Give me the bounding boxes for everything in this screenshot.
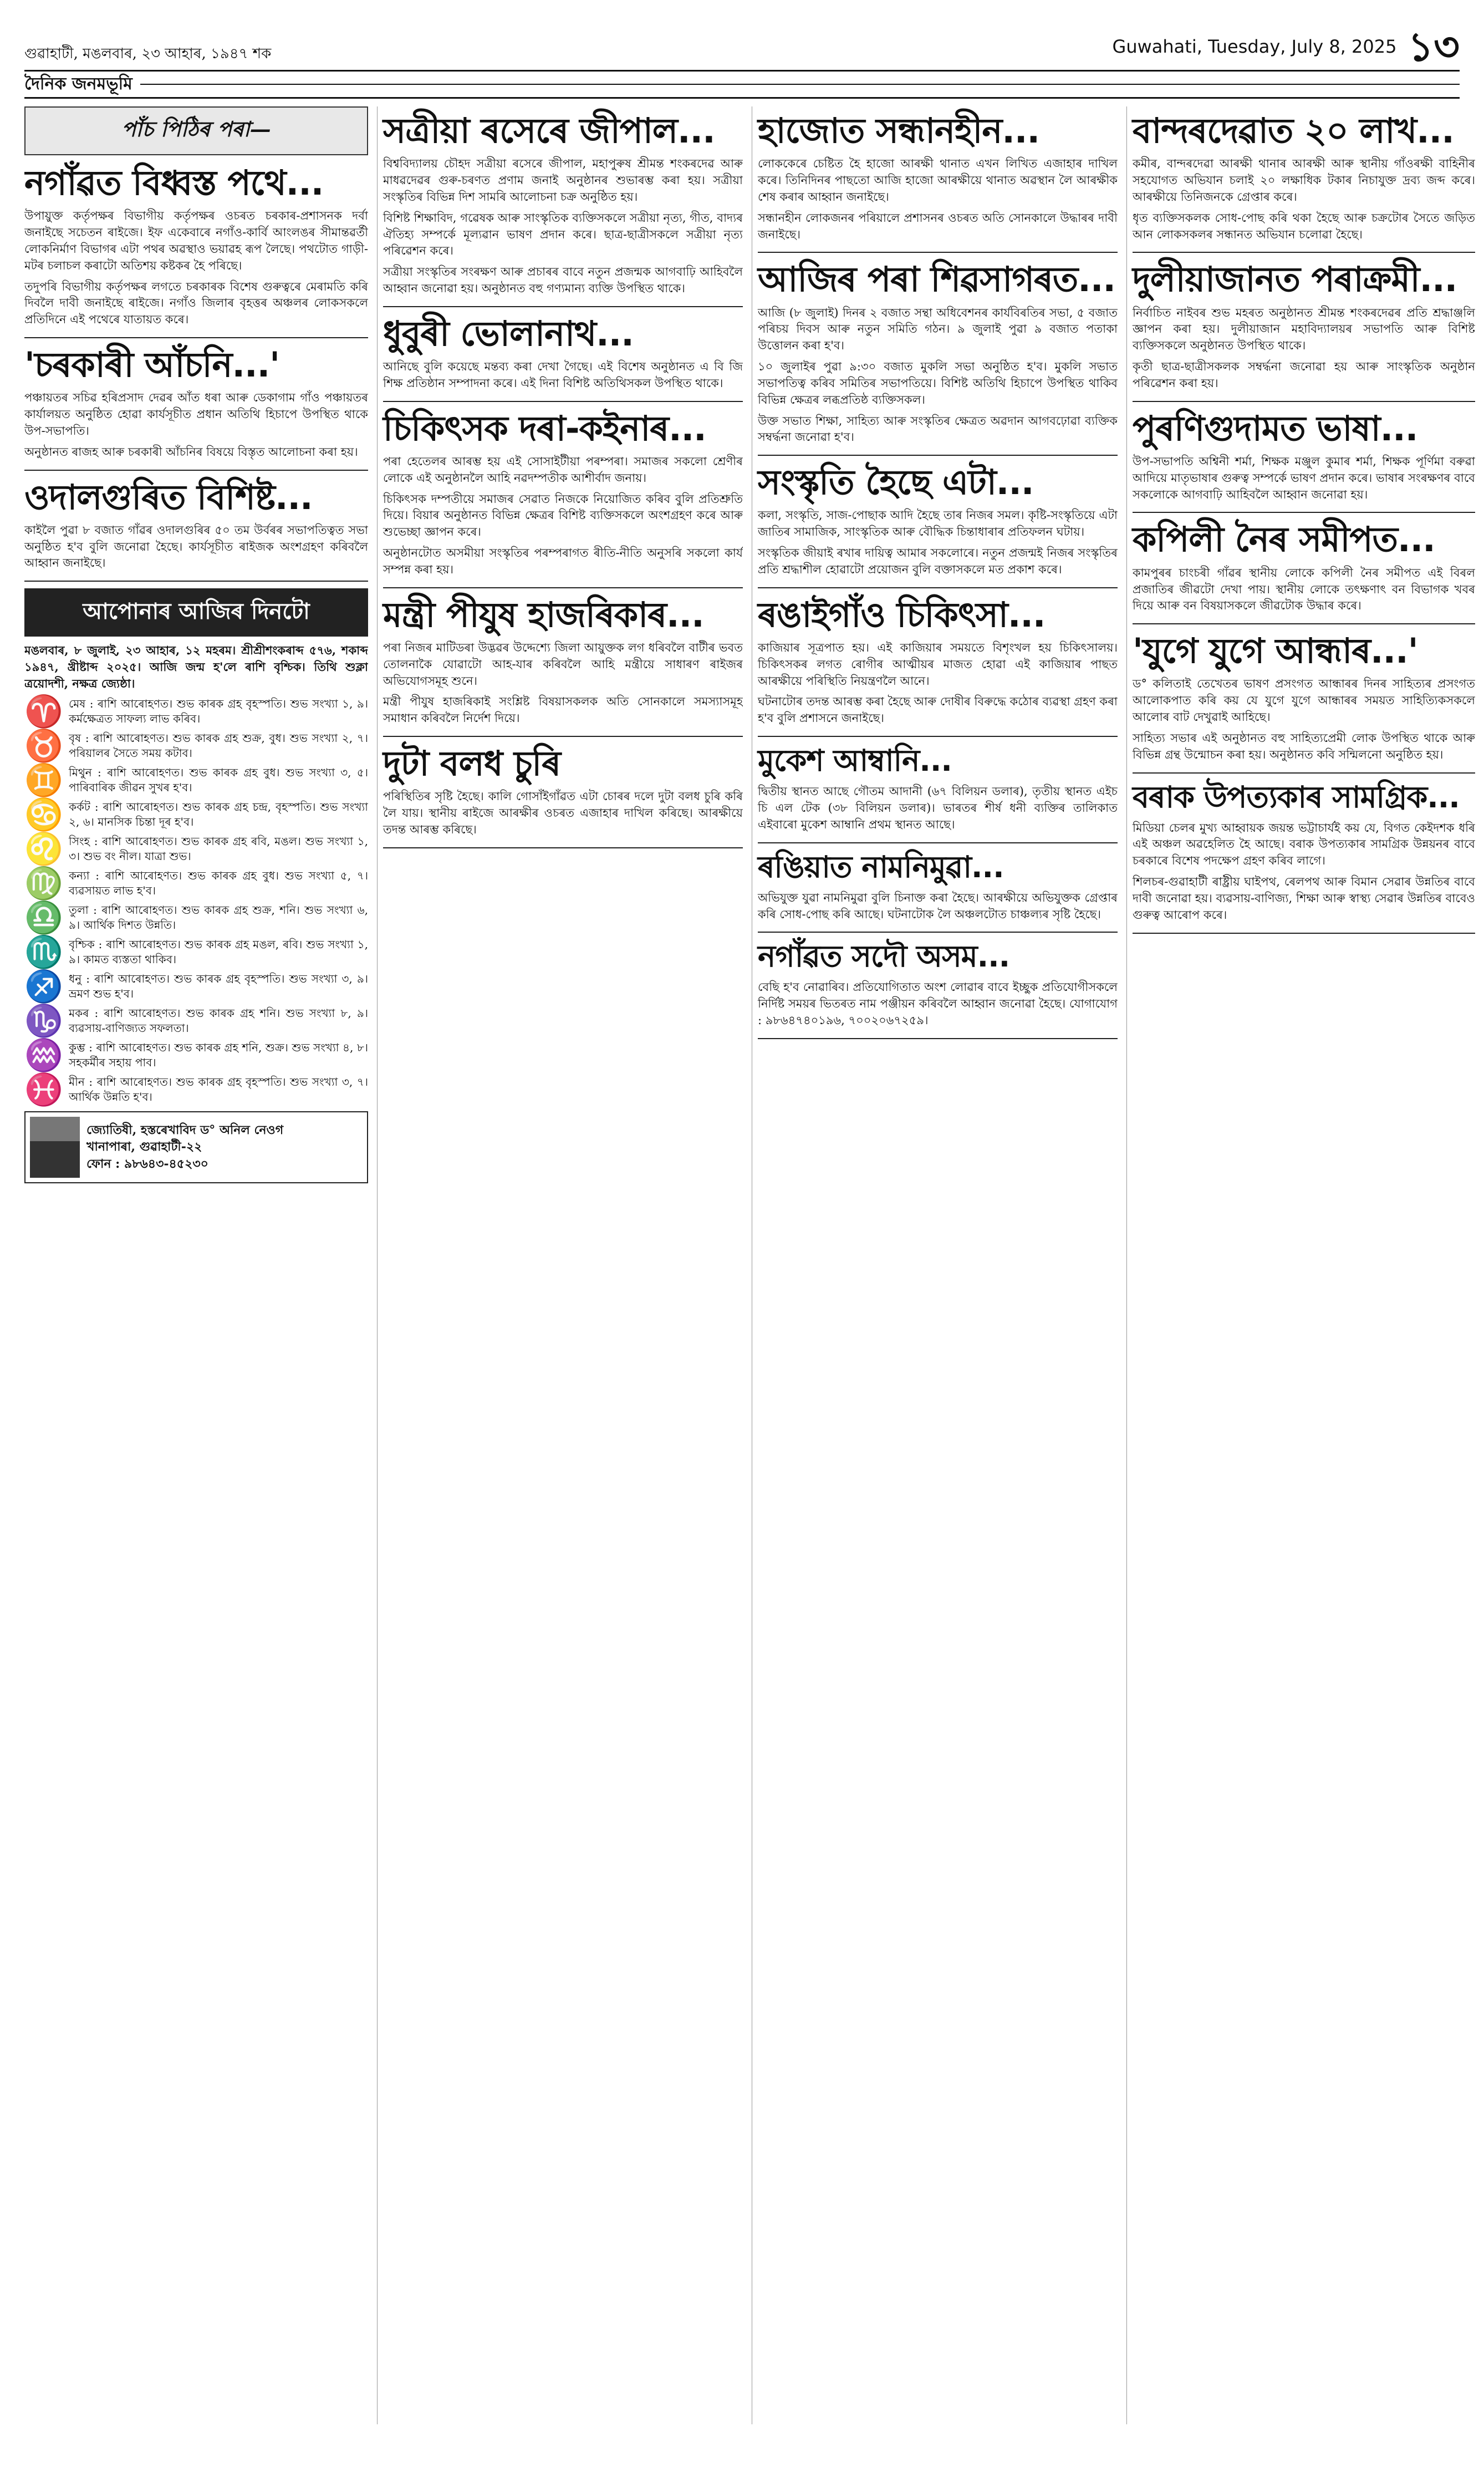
zodiac-leo — [24, 831, 368, 867]
gemini-icon: ♊ — [24, 762, 63, 798]
sagittarius-icon: ♐ — [24, 968, 63, 1005]
zodiac-gemini — [24, 762, 368, 798]
zodiac-capricorn — [24, 1003, 368, 1039]
paragraph: নিৰ্বাচিত নাইবৰ শুভ মহৰত অনুষ্ঠানত শ্ৰীমন্ত শংকৰদেৱৰ প্ৰতি শ্ৰদ্ধাঞ্জলি জ্ঞাপন কৰা হয়। দুলীয়াজান মহাবিদ্যালয়ৰ সভাপতি আৰু বিশিষ্ট ব্যক্তিসকলে অনুষ্ঠানত উপস্থিত থাকে। — [1133, 306, 1475, 353]
paragraph: দ্বিতীয় স্থানত আছে গৌতম আদানী (৬৭ বিলিয়ন ডলাৰ), তৃতীয় স্থানত এইচ চি এল টেক (৩৮ বিলিয়ন ডলাৰ)। ভাৰতৰ শীৰ্ষ ধনী ব্যক্তিৰ তালিকাত এইবাৰো মুকেশ আম্বানি প্ৰথম স্থানত আছে। — [758, 785, 1118, 831]
continuation-banner: পাঁচ পিঠিৰ পৰা— — [24, 106, 368, 155]
story-bullock-theft — [383, 744, 743, 848]
paragraph: সংস্কৃতিক জীয়াই ৰখাৰ দায়িত্ব আমাৰ সকলোৰে। নতুন প্ৰজন্মই নিজৰ সংস্কৃতিৰ প্ৰতি শ্ৰদ্ধাশীল হোৱাটো প্ৰয়োজন বুলি বক্তাসকলে মত প্ৰকাশ কৰে। — [758, 546, 1118, 576]
paragraph: মন্ত্ৰী পীযুষ হাজৰিকাই সংশ্লিষ্ট বিষয়াসকলক অতি সোনকালে সমস্যাসমূহ সমাধান কৰিবলৈ নিৰ্দেশ দিয়ে। — [383, 695, 743, 725]
zodiac-aquarius — [24, 1037, 368, 1074]
paragraph: আজি (৮ জুলাই) দিনৰ ২ বজাত সন্থা অধিবেশনৰ কাৰ্যবিৰতিৰ সভা, ৫ বজাত পৰিচয় দিবস আৰু নতুন সমিতি গঠন। ৯ জুলাই পুৱা ৯ বজাত পতাকা উত্তোলন কৰা হ'ব। — [758, 306, 1118, 353]
zodiac-sagittarius — [24, 968, 368, 1005]
paragraph: আনিছে বুলি কয়েছে মন্তব্য কৰা দেখা গৈছে। এই বিশেষ অনুষ্ঠানত এ বি জি শিক্ষ প্ৰতিষ্ঠান সম্পাদনা কৰে। এই দিনা বিশিষ্ট অতিথিসকল উপস্থিত থাকে। — [383, 360, 743, 390]
paragraph: লোককেৰে চেষ্টিত হৈ হাজো আৰক্ষী থানাত এখন লিখিত এজাহাৰ দাখিল কৰে। তিনিদিনৰ পাছতো আজি হাজো আৰক্ষীয়ে থানাত অৱস্থান লৈ আৰক্ষীক শেষ কৰাৰ আহ্বান জনাইছে। — [758, 157, 1118, 204]
zodiac-text: ধনু : ৰাশি আৰোহণত। শুভ কাৰক গ্ৰহ বৃহস্পতি। শুভ সংখ্যা ৩, ৯। ভ্ৰমণ শুভ হ'ব। — [69, 971, 368, 1001]
paragraph: সাহিত্য সভাৰ এই অনুষ্ঠানত বহু সাহিত্যপ্ৰেমী লোক উপস্থিত থাকে আৰু বিভিন্ন গ্ৰন্থ উন্মোচন কৰা হয়। অনুষ্ঠানত কবি সন্মিলনো অনুষ্ঠিত হয়। — [1133, 731, 1475, 761]
paper-name: দৈনিক জনমভূমি — [24, 74, 132, 94]
zodiac-cancer — [24, 796, 368, 833]
story-hajo-missing — [758, 111, 1118, 253]
zodiac-virgo — [24, 865, 368, 902]
column-4 — [1126, 106, 1475, 2424]
zodiac-text: বৃশ্চিক : ৰাশি আৰোহণত। শুভ কাৰক গ্ৰহ মঙল, ৰবি। শুভ সংখ্যা ১, ৯। কামত ব্যস্ততা থাকিব। — [69, 937, 368, 967]
column-2 — [377, 106, 743, 2424]
zodiac-text: মকৰ : ৰাশি আৰোহণত। শুভ কাৰক গ্ৰহ শনি। শুভ সংখ্যা ৮, ৯। ব্যৱসায়-বাণিজ্যত সফলতা। — [69, 1006, 368, 1035]
paragraph: তদুপৰি বিভাগীয় কৰ্তৃপক্ষৰ লগতে চৰকাৰক বিশেষ গুৰুত্বৰে মেৰামতি কৰি দিবলৈ দাবী জনাইছে ৰাইজে। নগাঁও জিলাৰ বৃহত্তৰ অঞ্চলৰ লোকসকলে প্ৰতিদিনে এই পথেৰে যাতায়ত কৰে। — [24, 279, 368, 327]
story-barak-valley — [1133, 780, 1475, 934]
paragraph: ড° কলিতাই তেখেতৰ ভাষণ প্ৰসংগত আন্ধাৰৰ দিনৰ সাহিত্যৰ প্ৰসংগত আলোকপাত কৰি কয় যে যুগে যুগে আন্ধাৰৰ সময়ত সাহিত্যিকসকলে আলোৰ বাট দেখুৱাই আহিছে। — [1133, 677, 1475, 724]
folio-date-english: Guwahati, Tuesday, July 8, 2025 — [1112, 36, 1397, 57]
paragraph: কৃতী ছাত্ৰ-ছাত্ৰীসকলক সম্বৰ্দ্ধনা জনোৱা হয় আৰু সাংস্কৃতিক অনুষ্ঠান পৰিৱেশন কৰা হয়। — [1133, 360, 1475, 390]
headline: বান্দৰদেৱাত ২০ লাখ... — [1133, 110, 1454, 151]
story-duliajan — [1133, 260, 1475, 401]
zodiac-text: কৰ্কট : ৰাশি আৰোহণত। শুভ কাৰক গ্ৰহ চন্দ্ৰ, বৃহস্পতি। শুভ সংখ্যা ২, ৬। মানসিক চিন্তা দূৰ হ'ব। — [69, 800, 368, 829]
astrologer-credit: জ্যোতিষী, হস্তৰেখাবিদ ড° অনিল নেওগ খানাপাৰা, গুৱাহাটী-২২ ফোন : ৯৮৬৪৩-৪৫২৩০ — [86, 1122, 284, 1172]
story-kopili — [1133, 520, 1475, 624]
headline: কপিলী নৈৰ সমীপত... — [1133, 519, 1435, 560]
paragraph: মিডিয়া চেলৰ মুখ্য আহ্বায়ক জয়ন্ত ভট্টাচাৰ্যই কয় যে, বিগত কেইদশক ধৰি এই অঞ্চল অৱহেলিত হৈ আছে। বৰাক উপত্যকাৰ সামগ্ৰিক উন্নয়নৰ বাবে চৰকাৰে বিশেষ পদক্ষেপ গ্ৰহণ কৰিব লাগে। — [1133, 821, 1475, 868]
story-bandardewa — [1133, 111, 1475, 253]
headline: ধুবুৰী ভোলানাথ... — [383, 313, 634, 354]
paragraph: অনুষ্ঠানটোত অসমীয়া সংস্কৃতিৰ পৰম্পৰাগত ৰীতি-নীতি অনুসৰি সকলো কাৰ্য সম্পন্ন কৰা হয়। — [383, 546, 743, 576]
headline: চিকিৎসক দৰা-কইনাৰ... — [383, 408, 706, 449]
paragraph: ঘটনাটোৰ তদন্ত আৰম্ভ কৰা হৈছে আৰু দোষীৰ বিৰুদ্ধে কঠোৰ ব্যৱস্থা গ্ৰহণ কৰা হ'ব বুলি প্ৰশাসনে জনাইছে। — [758, 695, 1118, 725]
story-sattriya — [383, 111, 743, 307]
zodiac-taurus — [24, 728, 368, 764]
zodiac-text: সিংহ : ৰাশি আৰোহণত। শুভ কাৰক গ্ৰহ ৰবি, মঙল। শুভ সংখ্যা ১, ৩। শুভ বং নীল। যাত্ৰা শুভ। — [69, 834, 368, 863]
capricorn-icon: ♑ — [24, 1003, 63, 1039]
story-mukesh-ambani — [758, 744, 1118, 843]
aquarius-icon: ♒ — [24, 1037, 63, 1074]
paragraph: বেছি হ'ব নোৱাৰিব। প্ৰতিযোগিতাত অংশ লোৱাৰ বাবে ইচ্ছুক প্ৰতিযোগীসকলে নিৰ্দিষ্ট সময়ৰ ভিতৰত নাম পঞ্জীয়ন কৰিবলৈ আহ্বান জনোৱা হৈছে। যোগাযোগ : ৯৮৬৪৭৪০১৯৬, ৭০০২০৬৭২৫৯। — [758, 980, 1118, 1028]
paragraph: ধৃত ব্যক্তিসকলক সোধ-পোছ কৰি থকা হৈছে আৰু চক্ৰটোৰ সৈতে জড়িত আন লোকসকলৰ সন্ধানত অভিযান চলোৱা হৈছে। — [1133, 211, 1475, 241]
rule-line — [140, 84, 1460, 85]
story-rangia — [758, 850, 1118, 933]
horoscope-intro: মঙলবাৰ, ৮ জুলাই, ২৩ আহাৰ, ১২ মহৰম। শ্ৰীশ্ৰীশংকৰাব্দ ৫৭৬, শকাব্দ ১৯৪৭, খ্ৰীষ্টাব্দ ২০২৫। আজি জন্ম হ'লে ৰাশি বৃশ্চিক। তিথি শুক্লা ত্ৰয়োদশী, নক্ষত্ৰ জ্যেষ্ঠা। — [24, 643, 368, 690]
zodiac-text: বৃষ : ৰাশি আৰোহণত। শুভ কাৰক গ্ৰহ শুক্ৰ, বুধ। শুভ সংখ্যা ২, ৭। পৰিয়ালৰ সৈতে সময় কটাব। — [69, 731, 368, 760]
headline: পুৰণিগুদামত ভাষা... — [1133, 408, 1418, 449]
astrologer-photo — [30, 1117, 80, 1178]
zodiac-text: মেষ : ৰাশি আৰোহণত। শুভ কাৰক গ্ৰহ বৃহস্পতি। শুভ সংখ্যা ১, ৯। কৰ্মক্ষেত্ৰত সাফল্য লাভ কৰিব। — [69, 696, 368, 726]
headline: ওদালগুৰিত বিশিষ্ট... — [24, 476, 313, 517]
headline: হাজোত সন্ধানহীন... — [758, 110, 1040, 151]
zodiac-scorpio — [24, 934, 368, 970]
paragraph: বিশ্ববিদ্যালয় চৌহদ সত্ৰীয়া ৰসেৰে জীপাল, মহাপুৰুষ শ্ৰীমন্ত শংকৰদেৱ আৰু মাধৱদেৱৰ গুৰু-চৰণত প্ৰণাম জনাই অনুষ্ঠানৰ শুভাৰম্ভ কৰা হয়। সত্ৰীয়া সংস্কৃতিৰ বিভিন্ন দিশ সামৰি আলোচনা চক্ৰ অনুষ্ঠিত হয়। — [383, 157, 743, 204]
story-yuge-yuge — [1133, 631, 1475, 773]
headline: ৰঙিয়াত নামনিমুৱা... — [758, 849, 1004, 884]
cancer-icon: ♋ — [24, 796, 63, 833]
paragraph: কমীৰ, বান্দৰদেৱা আৰক্ষী থানাৰ আৰক্ষী আৰু স্থানীয় গাঁওৰক্ষী বাহিনীৰ সহযোগত অভিযান চলাই ২০ লক্ষাধিক টকাৰ নিচাযুক্ত দ্ৰব্য জব্দ কৰে। আৰক্ষীয়ে তিনিজনকে গ্ৰেপ্তাৰ কৰে। — [1133, 157, 1475, 204]
zodiac-aries — [24, 693, 368, 730]
zodiac-text: মীন : ৰাশি আৰোহণত। শুভ কাৰক গ্ৰহ বৃহস্পতি। শুভ সংখ্যা ৩, ৭। আৰ্থিক উন্নতি হ'ব। — [69, 1075, 368, 1104]
columns — [24, 106, 1475, 2424]
headline: আজিৰ পৰা শিৱসাগৰত... — [758, 259, 1115, 300]
headline: সত্ৰীয়া ৰসেৰে জীপাল... — [383, 110, 715, 151]
headline: দুলীয়াজানত পৰাক্ৰমী... — [1133, 259, 1457, 300]
folio-date-assamese: গুৱাহাটী, মঙলবাৰ, ২৩ আহাৰ, ১৯৪৭ শক — [24, 45, 272, 62]
headline: বৰাক উপত্যকাৰ সামগ্ৰিক... — [1133, 779, 1460, 815]
story-dhubri — [383, 314, 743, 402]
headline: মন্ত্ৰী পীযুষ হাজৰিকাৰ... — [383, 594, 704, 635]
aries-icon: ♈ — [24, 693, 63, 730]
paragraph: শিলচৰ-গুৱাহাটী ৰাষ্ট্ৰীয় ঘাইপথ, ৰেলপথ আৰু বিমান সেৱাৰ উন্নতিৰ বাবে দাবী জনোৱা হয়। ব্যৱসায়-বাণিজ্য, শিক্ষা আৰু স্বাস্থ্য সেৱাৰ উন্নতিৰ বাবেও গুৰুত্ব আৰোপ কৰে। — [1133, 875, 1475, 922]
paragraph: বিশিষ্ট শিক্ষাবিদ, গৱেষক আৰু সাংস্কৃতিক ব্যক্তিসকলে সত্ৰীয়া নৃত্য, গীত, বাদ্যৰ ঐতিহ্য সম্পৰ্কে মূল্যৱান ভাষণ প্ৰদান কৰে। ছাত্ৰ-ছাত্ৰীসকলে সত্ৰীয়া নৃত্য পৰিৱেশন কৰে। — [383, 211, 743, 258]
horoscope-title: আপোনাৰ আজিৰ দিনটো — [24, 588, 368, 637]
column-1 — [24, 106, 368, 2424]
story-minister — [383, 595, 743, 737]
story-nagaon-road — [24, 163, 368, 338]
headline: নগাঁৱত বিধ্বস্ত পথে... — [24, 162, 324, 203]
paragraph: সন্ধানহীন লোকজনৰ পৰিয়ালে প্ৰশাসনৰ ওচৰত অতি সোনকালে উদ্ধাৰৰ দাবী জনাইছে। — [758, 211, 1118, 241]
headline: 'যুগে যুগে আন্ধাৰ...' — [1133, 630, 1418, 672]
paragraph: কামপুৰৰ চাংচৰী গাঁৱৰ স্থানীয় লোকে কপিলী নৈৰ সমীপত এই বিৰল প্ৰজাতিৰ জীৱটো দেখা পায়। স্থানীয় লোকে তৎক্ষণাৎ বন বিভাগক খবৰ দিয়ে আৰু বন বিষয়াসকলে জীৱটোক উদ্ধাৰ কৰে। — [1133, 566, 1475, 613]
paragraph: অভিযুক্ত যুৱা নামনিমুৱা বুলি চিনাক্ত কৰা হৈছে। আৰক্ষীয়ে অভিযুক্তক গ্ৰেপ্তাৰ কৰি সোধ-পোছ কৰি আছে। ঘটনাটোক লৈ অঞ্চলটোত চাঞ্চল্যৰ সৃষ্টি হৈছে। — [758, 891, 1118, 921]
zodiac-pisces — [24, 1071, 368, 1108]
headline: 'চৰকাৰী আঁচনি...' — [24, 344, 280, 385]
story-udalguri — [24, 477, 368, 582]
headline: ৰঙাইগাঁও চিকিৎসা... — [758, 594, 1046, 635]
headline: মুকেশ আম্বানি... — [758, 743, 952, 779]
paragraph: কলা, সংস্কৃতি, সাজ-পোছাক আদি হৈছে তাৰ নিজৰ সমল। কৃষ্টি-সংস্কৃতিয়ে এটা জাতিৰ সামাজিক, সাংস্কৃতিক আৰু বৌদ্ধিক চিন্তাধাৰাৰ প্ৰতিফলন ঘটায়। — [758, 508, 1118, 539]
story-govt-scheme — [24, 345, 368, 471]
paper-name-row — [24, 70, 1460, 99]
story-puranigudam — [1133, 409, 1475, 513]
paragraph: উক্ত সভাত শিক্ষা, সাহিত্য আৰু সংস্কৃতিৰ ক্ষেত্ৰত অৱদান আগবঢ়োৱা ব্যক্তিক সম্বৰ্দ্ধনা জনোৱা হ'ব। — [758, 414, 1118, 444]
paragraph: পঞ্চায়তৰ সচিৱ হৰিপ্ৰসাদ দেৱৰ আঁত ধৰা আৰু ডেকাগাম গাঁও পঞ্চায়তৰ কাৰ্যালয়ত অনুষ্ঠিত হোৱা কাৰ্যসূচীত প্ৰধান অতিথি হিচাপে উপস্থিত থাকে উপ-সভাপতি। — [24, 391, 368, 438]
paragraph: উপায়ুক্ত কৰ্তৃপক্ষৰ বিভাগীয় কৰ্তৃপক্ষৰ ওচৰত চৰকাৰ-প্ৰশাসনক দৰ্বা জনাইছে সচেতন ৰাইজে। ইফ একেবাৰে নগাঁও-কাৰ্বি আংলঙৰ সীমান্তৱৰ্তী লোকনিৰ্মাণ বিভাগৰ এটা পথৰ অৱস্থাও ভয়াৱহ ৰূপ লৈছে। পথটোত গাড়ী-মটৰ চলাচল কৰাটো অতিশয় কষ্টকৰ হৈ পৰিছে। — [24, 209, 368, 272]
story-culture — [758, 462, 1118, 588]
virgo-icon: ♍ — [24, 865, 63, 902]
zodiac-text: কুম্ভ : ৰাশি আৰোহণত। শুভ কাৰক গ্ৰহ শনি, শুক্ৰ। শুভ সংখ্যা ৪, ৮। সহকৰ্মীৰ সহায় পাব। — [69, 1040, 368, 1070]
story-bongaigaon-hospital — [758, 595, 1118, 737]
headline: দুটা বলধ চুৰি — [383, 743, 561, 784]
astrologer-box — [24, 1111, 368, 1183]
paragraph: উপ-সভাপতি অশ্বিনী শৰ্মা, শিক্ষক মঞ্জুল কুমাৰ শৰ্মা, শিক্ষক পূৰ্ণিমা বৰুৱা আদিয়ে মাতৃভাষাৰ গুৰুত্ব সম্পৰ্কে ভাষণ প্ৰদান কৰে। ভাষাৰ সংৰক্ষণৰ বাবে সকলোকে আগবাঢ়ি আহিবলৈ আহ্বান জনোৱা হয়। — [1133, 455, 1475, 501]
story-doctor-couple — [383, 409, 743, 588]
paragraph: কাজিয়াৰ সূত্ৰপাত হয়। এই কাজিয়াৰ সময়তে বিশৃংখল হয় চিকিৎসালয়। চিকিৎসকৰ লগত ৰোগীৰ আত্মীয়ৰ মাজত হোৱা এই কাজিয়াৰ পাছত আৰক্ষীয়ে পৰিস্থিতি নিয়ন্ত্ৰণলৈ আনে। — [758, 641, 1118, 688]
page-number: ১৩ — [1407, 23, 1460, 70]
zodiac-text: মিথুন : ৰাশি আৰোহণত। শুভ কাৰক গ্ৰহ বুধ। শুভ সংখ্যা ৩, ৫। পাৰিবাৰিক জীৱন সুখৰ হ'ব। — [69, 765, 368, 795]
zodiac-text: তুলা : ৰাশি আৰোহণত। শুভ কাৰক গ্ৰহ শুক্ৰ, শনি। শুভ সংখ্যা ৬, ৯। আৰ্থিক দিশত উন্নতি। — [69, 903, 368, 932]
paragraph: পৰা নিজৰ মাটিডৰা উদ্ভৱৰ উদ্দেশ্যে জিলা আয়ুক্তক লগ ধৰিবলৈ বাটীৰ ভবত তোলনাকৈ যোৱাটো আহ-যাৰ কৰিবলৈ আহি মন্ত্ৰীয়ে সাধাৰণ ৰাইজৰ অভিযোগসমূহ শুনে। — [383, 641, 743, 688]
folio-right — [1112, 23, 1460, 70]
paragraph: চিকিৎসক দম্পতীয়ে সমাজৰ সেৱাত নিজকে নিয়োজিত কৰিব বুলি প্ৰতিশ্ৰুতি দিয়ে। বিয়াৰ অনুষ্ঠানত বিভিন্ন ক্ষেত্ৰৰ বিশিষ্ট ব্যক্তিসকলে অংশগ্ৰহণ কৰে আৰু শুভেচ্ছা জ্ঞাপন কৰে। — [383, 492, 743, 539]
paragraph: ১০ জুলাইৰ পুৱা ৯:৩০ বজাত মুকলি সভা অনুষ্ঠিত হ'ব। মুকলি সভাত সভাপতিত্ব কৰিব সমিতিৰ সভাপতিয়ে। বিশিষ্ট অতিথি হিচাপে উপস্থিত থাকিব বিভিন্ন ক্ষেত্ৰৰ লব্ধপ্ৰতিষ্ঠ ব্যক্তিসকল। — [758, 360, 1118, 406]
pisces-icon: ♓ — [24, 1071, 63, 1108]
leo-icon: ♌ — [24, 831, 63, 867]
taurus-icon: ♉ — [24, 728, 63, 764]
headline: নগাঁৱত সদৌ অসম... — [758, 939, 1010, 974]
paragraph: অনুষ্ঠানত ৰাজহ আৰু চৰকাৰী আঁচনিৰ বিষয়ে বিস্তৃত আলোচনা কৰা হয়। — [24, 445, 358, 459]
paragraph: সত্ৰীয়া সংস্কৃতিৰ সংৰক্ষণ আৰু প্ৰচাৰৰ বাবে নতুন প্ৰজন্মক আগবাঢ়ি আহিবলৈ আহ্বান জনোৱা হয়। অনুষ্ঠানত বহু গণ্যমান্য ব্যক্তি উপস্থিত থাকে। — [383, 265, 743, 295]
column-3 — [752, 106, 1118, 2424]
folio-line — [24, 23, 1460, 70]
libra-icon: ♎ — [24, 899, 63, 936]
paragraph: পৰা হেতেলৰ আৰম্ভ হয় এই সোসাইটীয়া পৰম্পৰা। সমাজৰ সকলো শ্ৰেণীৰ লোকে এই অনুষ্ঠানলৈ আহি নৱদম্পতীক আশীৰ্বাদ জনায়। — [383, 455, 743, 485]
story-sivasagar — [758, 260, 1118, 456]
story-nagaon-all-assam — [758, 939, 1118, 1039]
paragraph: পৰিস্থিতিৰ সৃষ্টি হৈছে। কালি গোসাঁইগাঁৱত এটা চোৰৰ দলে দুটা বলধ চুৰি কৰি লৈ যায়। স্থানীয় ৰাইজে আৰক্ষীৰ ওচৰত এজাহাৰ দাখিল কৰিছে। আৰক্ষীয়ে তদন্ত আৰম্ভ কৰিছে। — [383, 790, 743, 836]
zodiac-text: কন্যা : ৰাশি আৰোহণত। শুভ কাৰক গ্ৰহ বুধ। শুভ সংখ্যা ৫, ৭। ব্যৱসায়ত লাভ হ'ব। — [69, 868, 368, 898]
headline: সংস্কৃতি হৈছে এটা... — [758, 462, 1034, 503]
paragraph: কাইলৈ পুৱা ৮ বজাত গাঁৱৰ ওদালগুৰিৰ ৫০ তম উৰ্বৰৰ সভাপতিত্বত সভা অনুষ্ঠিত হ'ব বুলি জনোৱা হৈছে। কাৰ্যসূচীত ৰাইজক অংশগ্ৰহণ কৰিবলৈ আহ্বান জনাইছে। — [24, 523, 368, 570]
zodiac-libra — [24, 899, 368, 936]
scorpio-icon: ♏ — [24, 934, 63, 970]
